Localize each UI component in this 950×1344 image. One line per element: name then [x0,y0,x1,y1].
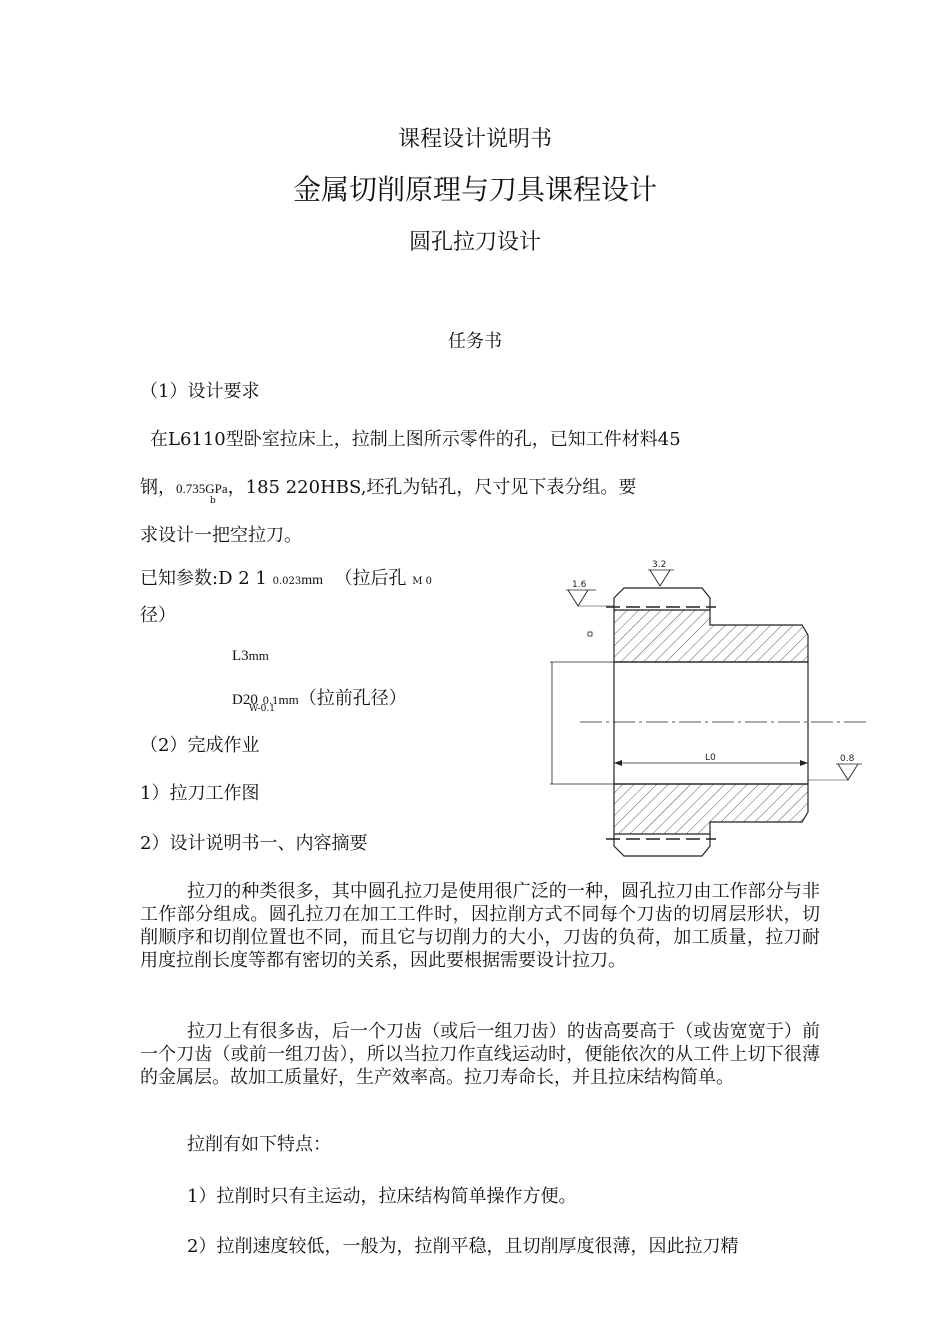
param-line [140,564,432,590]
paragraph-1-text: 拉刀的种类很多，其中圆孔拉刀是使用很广泛的一种，圆孔拉刀由工作部分与非工作部分组成。圆孔拉刀在加工工件时，因拉削方式不同每个刀齿的切屑层形状，切削顺序和切削位置也不同，而且它与切削力的大小，刀齿的负荷，加工质量，拉刀耐用度拉削长度等都有密切的关系，因此要根据需要设计拉刀。 [140,881,820,971]
l-value: L3 [232,648,249,664]
d20-subscript: W-0.1 [249,704,275,714]
paragraph-4: 1）拉削时只有主运动，拉床结构简单操作方便。 [187,1186,577,1207]
param-unit: mm [301,573,323,588]
paragraph-5: 2）拉削速度较低，一般为，拉削平稳，且切削厚度很薄，因此拉刀精 [187,1236,739,1257]
work-item-1: 1）拉刀工作图 [140,783,260,804]
work-item-2: 2）设计说明书一、内容摘要 [140,833,368,854]
param-label: 已知参数:D 2 1 [140,568,267,589]
param-note-2: 径） [140,605,176,626]
requirements-line-2-a: 钢， [140,477,176,498]
paragraph-3: 拉削有如下特点： [187,1134,331,1155]
requirements-heading: （1）设计要求 [140,381,260,402]
l-unit: mm [248,648,269,663]
d20-tolerance: 0.1 [262,696,279,707]
work-heading: （2）完成作业 [140,735,260,756]
paragraph-1 [140,880,820,972]
requirements-line-2-c: ，185 220HBS,坯孔为钻孔，尺寸见下表分组。要 [227,477,637,498]
l-line [232,648,269,665]
param-note: （拉后孔 [334,568,407,589]
d20-unit: mm [278,692,299,707]
part-drawing [540,550,880,870]
lower-boss [614,834,710,856]
course-title: 金属切削原理与刀具课程设计 [292,173,657,206]
param-tolerance: 0.023 [272,576,302,587]
strength-value: 0.735GPa [176,481,228,496]
requirements-line-3: 求设计一把空拉刀。 [140,525,302,546]
d20-value: D20 [232,692,258,708]
param-mo: M 0 [412,576,432,587]
upper-section [614,610,808,662]
document-title: 课程设计说明书 [397,127,552,152]
lower-section [614,784,808,834]
strength-subscript: b [210,496,216,506]
dim-label-l0: L0 [705,753,716,763]
topic-title: 圆孔拉刀设计 [408,230,541,255]
paragraph-2 [140,1020,820,1089]
d20-note: （拉前孔径） [298,688,407,709]
roughness-1-6: 1.6 [572,580,587,590]
requirements-line-1: 在L6110型卧室拉床上，拉制上图所示零件的孔，已知工件材料45 [150,429,681,450]
roughness-0-8: 0.8 [840,754,855,764]
paragraph-2-text: 拉刀上有很多齿，后一个刀齿（或后一组刀齿）的齿高要高于（或齿宽宽于）前一个刀齿（或前一组刀齿），所以当拉刀作直线运动时，便能依次的从工件上切下很薄的金属层。故加工质量好，生产效率高。拉刀寿命长，并且拉床结构简单。 [140,1021,820,1088]
task-heading: 任务书 [448,331,502,352]
roughness-3-2: 3.2 [652,560,667,570]
